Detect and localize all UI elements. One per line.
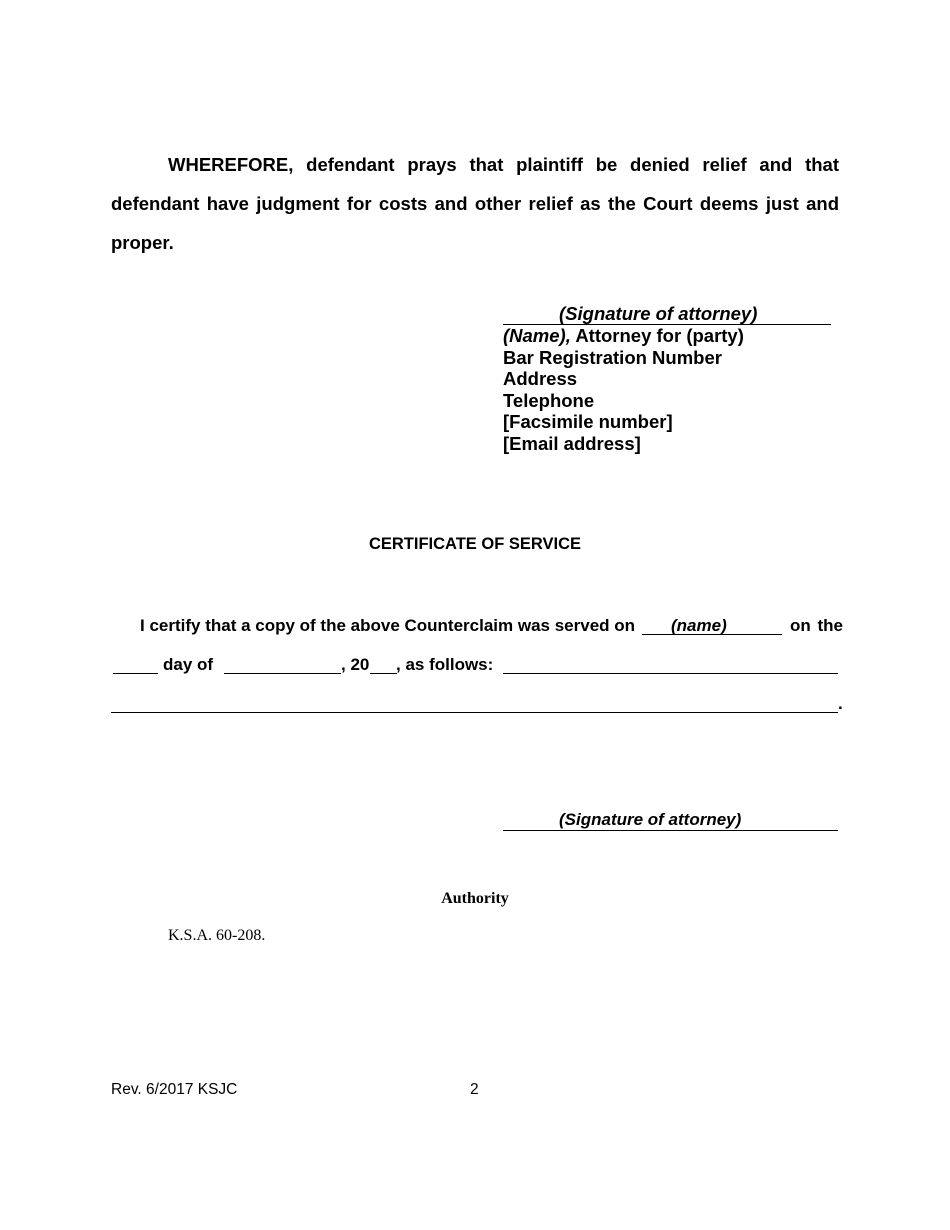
attorney-facsimile: [Facsimile number] bbox=[503, 411, 673, 432]
attorney-telephone: Telephone bbox=[503, 389, 595, 411]
attorney-name: (Name), bbox=[503, 325, 571, 346]
revision-footer: Rev. 6/2017 KSJC bbox=[111, 1081, 238, 1098]
signature-line: (Signature of attorney) bbox=[503, 303, 831, 325]
bar-registration-number: Bar Registration Number bbox=[503, 346, 722, 368]
day-blank bbox=[113, 673, 158, 674]
service-details-blank bbox=[111, 712, 838, 713]
year-prefix: , 20 bbox=[341, 655, 370, 674]
attorney-address: Address bbox=[503, 368, 578, 389]
certificate-title: CERTIFICATE OF SERVICE bbox=[368, 535, 582, 553]
certificate-on-the: on the bbox=[790, 616, 843, 635]
prayer-paragraph: WHEREFORE, defendant prays that plaintiff be denied relief and that defendant have judgment for costs and other relief as the Court deems just and proper. bbox=[111, 154, 839, 253]
year-blank bbox=[370, 673, 397, 674]
month-blank bbox=[224, 673, 341, 674]
page-number: 2 bbox=[470, 1081, 479, 1098]
authority-heading: Authority bbox=[441, 890, 509, 907]
attorney-name-line bbox=[503, 325, 843, 347]
attorney-role: Attorney for (party) bbox=[570, 325, 744, 346]
authority-citation: K.S.A. 60-208. bbox=[168, 927, 266, 944]
certificate-signature-line: (Signature of attorney) bbox=[503, 809, 838, 831]
attorney-signature-block bbox=[503, 303, 843, 454]
served-name: (name) bbox=[671, 616, 727, 635]
certificate-statement: I certify that a copy of the above Counterclaim was served on bbox=[140, 616, 636, 635]
attorney-email: [Email address] bbox=[503, 432, 641, 454]
day-of-label: day of bbox=[163, 655, 214, 674]
service-method-blank bbox=[503, 673, 838, 674]
certificate-period: . bbox=[838, 694, 843, 713]
as-follows-label: , as follows: bbox=[396, 655, 494, 674]
